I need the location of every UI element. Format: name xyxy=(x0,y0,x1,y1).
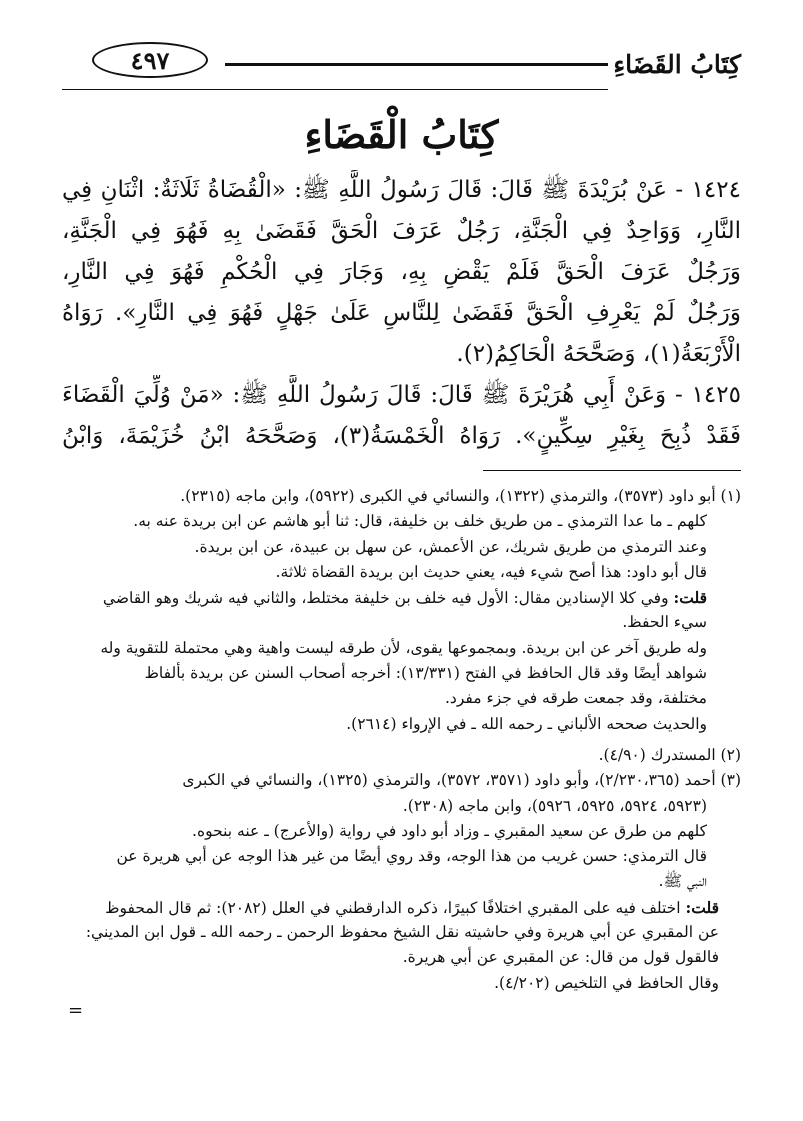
footnote-1-qult-line xyxy=(62,585,741,610)
footnote-3-line: (٣) أحمد (٢/٢٣٠،٣٦٥)، وأبو داود (٣٥٧١، ٣٥٧٢)، والترمذي (١٣٢٥)، والنسائي في الكبرى xyxy=(182,771,741,790)
qult-label: قلت: xyxy=(685,897,719,917)
main-line: وَرَجُلٌ عَرَفَ الْحَقَّ فَلَمْ يَقْضِ بِهِ، وَجَارَ فِي الْحُكْمِ فَهُوَ فِي النَّارِ، xyxy=(62,259,741,285)
footnote-1-line: والحديث صححه الألباني ـ رحمه الله ـ في الإرواء (٢٦١٤). xyxy=(346,714,707,733)
footnote-1-line: قال أبو داود: هذا أصح شيء فيه، يعني حديث ابن بريدة القضاة ثلاثة. xyxy=(275,562,707,581)
main-line: النَّارِ، وَوَاحِدٌ فِي الْجَنَّةِ، رَجُلٌ عَرَفَ الْحَقَّ فَقَضَىٰ بِهِ فَهُوَ فِي الْجَنَّةِ، xyxy=(62,218,741,244)
footnote-1-line: مختلفة، وقد جمعت طرقه في جزء مفرد. xyxy=(445,689,707,708)
footnote-3-line: (٥٩٢٣، ٥٩٢٤، ٥٩٢٥، ٥٩٢٦)، وابن ماجه (٢٣٠٨). xyxy=(402,796,707,815)
main-text xyxy=(62,170,741,457)
main-line: الْأَرْبَعَةُ(١)، وَصَحَّحَهُ الْحَاكِمُ(٢). xyxy=(456,341,741,367)
header-underline xyxy=(62,89,608,90)
footnotes xyxy=(62,484,741,996)
margin-mark: = xyxy=(68,1000,84,1021)
main-line: ١٤٢٤ - عَنْ بُرَيْدَةَ ﷺ قَالَ: قَالَ رَسُولُ اللَّهِ ﷺ: «الْقُضَاةُ ثَلَاثَةٌ: اثْنَانِ فِي xyxy=(62,177,741,203)
footnote-1-line: وعند الترمذي من طريق شريك، عن الأعمش، عن سهل بن عبيدة، عن ابن بريدة. xyxy=(194,537,707,556)
footnote-3-line: النبي ﷺ. xyxy=(658,872,707,891)
footnote-1-line: شواهد أيضًا وقد قال الحافظ في الفتح (١٣/٣٣١): أخرجه أصحاب السنن عن بريدة بألفاظ xyxy=(144,664,707,683)
header-rule xyxy=(225,63,608,66)
footnote-3-line: قال الترمذي: حسن غريب من هذا الوجه، وقد روي أيضًا من غير هذا الوجه عن أبي هريرة عن xyxy=(116,847,707,866)
footnote-3-qult-line xyxy=(62,895,741,920)
running-header-title: كِتَابُ القَضَاءِ xyxy=(613,50,741,79)
footnote-2: (٢) المستدرك (٤/٩٠). xyxy=(598,745,741,764)
page-number-badge xyxy=(92,42,208,78)
footnote-1-line: (١) أبو داود (٣٥٧٣)، والترمذي (١٣٢٢)، والنسائي في الكبرى (٥٩٢٢)، وابن ماجه (٢٣١٥). xyxy=(180,487,741,505)
qult-text: وفي كلا الإسنادين مقال: الأول فيه خلف بن خليفة مختلط، والثاني فيه شريك وهو القاضي xyxy=(102,589,674,608)
main-line: ١٤٢٥ - وَعَنْ أَبِي هُرَيْرَةَ ﷺ قَالَ: قَالَ رَسُولُ اللَّهِ ﷺ: «مَنْ وُلِّيَ الْقَضَاءَ xyxy=(62,382,741,408)
footnote-1-line: وله طريق آخر عن ابن بريدة. وبمجموعها يقوى، لأن طرقه ليست واهية وهي محتملة للتقوية وله xyxy=(100,638,707,657)
footnote-separator xyxy=(483,470,741,471)
footnote-1-line: كلهم ـ ما عدا الترمذي ـ من طريق خلف بن خليفة، قال: ثنا أبو هاشم عن ابن بريدة عنه به. xyxy=(133,512,707,531)
footnote-1-line: سيء الحفظ. xyxy=(622,613,707,632)
qult-text: اختلف فيه على المقبري اختلافًا كبيرًا، ذكره الدارقطني في العلل (٢٠٨٢): ثم قال المحفوظ xyxy=(105,898,686,917)
footnote-3-line: وقال الحافظ في التلخيص (٤/٢٠٢). xyxy=(494,973,719,992)
footnote-3-line: فالقول قول من قال: عن المقبري عن أبي هريرة. xyxy=(402,948,719,967)
footnote-3-line: كلهم من طرق عن سعيد المقبري ـ وزاد أبو داود في رواية (والأعرج) ـ عنه بنحوه. xyxy=(192,821,707,840)
chapter-title: كِتَابُ الْقَضَاءِ xyxy=(304,112,499,157)
page-number: ٤٩٧ xyxy=(130,45,170,75)
main-line: فَقَدْ ذُبِحَ بِغَيْرِ سِكِّينٍ». رَوَاهُ الْخَمْسَةُ(٣)، وَصَحَّحَهُ ابْنُ خُزَيْمَةَ، وَابْنُ xyxy=(62,423,741,449)
footnote-3-line: عن المقبري عن أبي هريرة وفي حاشيته نقل الشيخ محفوظ الرحمن ـ رحمه الله ـ قول ابن المديني: xyxy=(85,923,719,942)
main-line: وَرَجُلٌ لَمْ يَعْرِفِ الْحَقَّ فَقَضَىٰ لِلنَّاسِ عَلَىٰ جَهْلٍ فَهُوَ فِي النَّارِ». رَوَاهُ xyxy=(62,300,741,326)
qult-label: قلت: xyxy=(673,588,707,608)
